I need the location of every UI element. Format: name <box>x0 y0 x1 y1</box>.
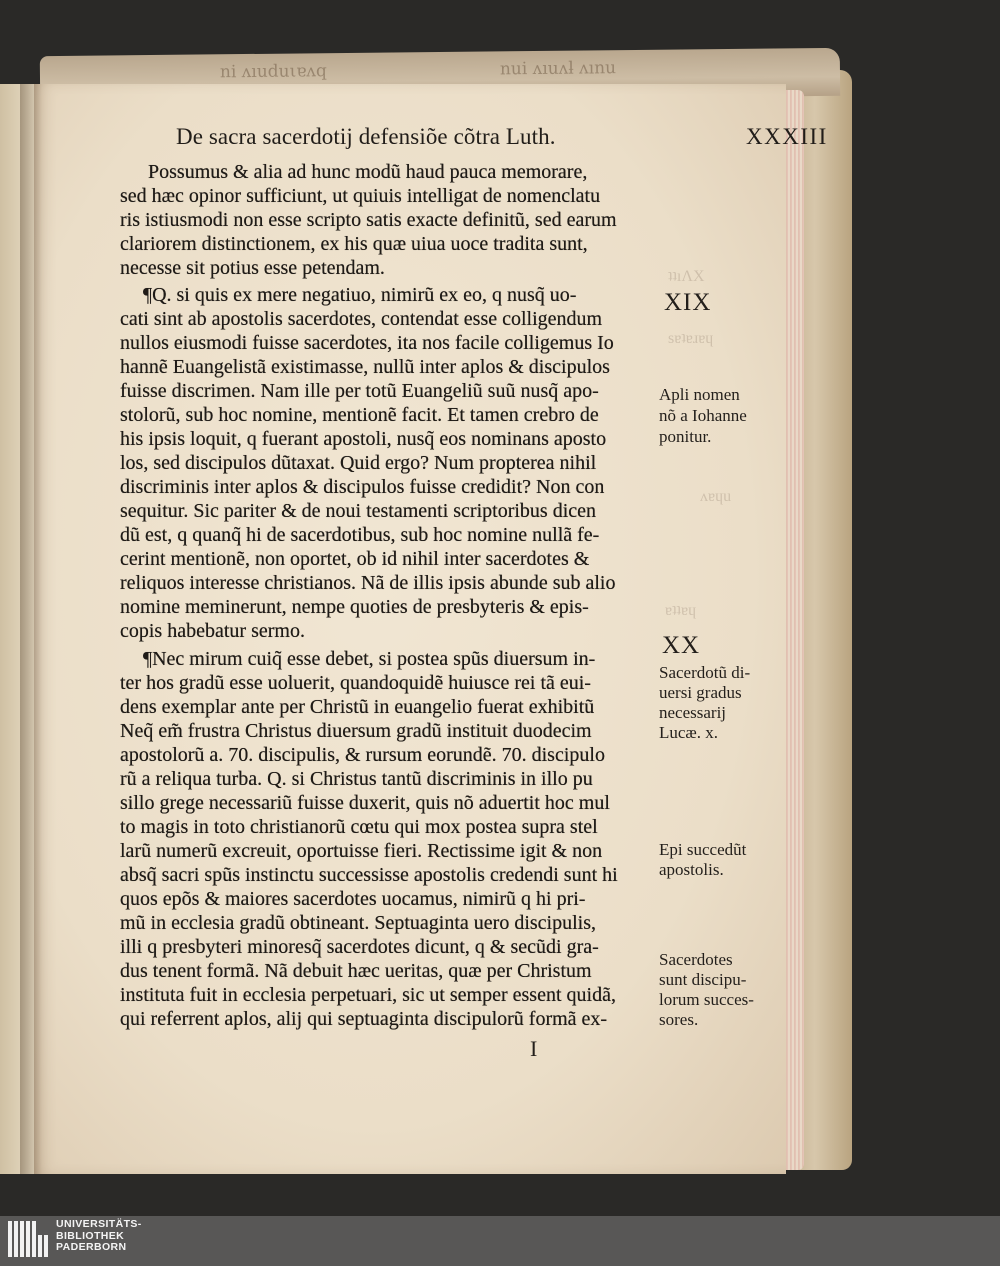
margin-note-line: apostolis. <box>659 860 724 879</box>
library-name-line: UNIVERSITÄTS- <box>56 1218 142 1230</box>
text-line: larũ numerũ excreuit, oportuisse fieri. Rectissime igit & non <box>120 840 603 862</box>
text-line: absq̃ sacri spũs instinctu successisse apostolis credendi sunt hi <box>120 864 618 886</box>
margin-note-line: nõ a Iohanne <box>659 406 747 425</box>
text-line: ter hos gradũ esse uoluerit, quandoquidẽ huiusce rei tã eui- <box>120 672 591 694</box>
bleed-through-text: ɐʇʇɐɥ <box>665 602 697 619</box>
library-name-line: BIBLIOTHEK <box>56 1229 125 1242</box>
bleed-through-text: ʌɐɥu <box>700 488 732 505</box>
spine-text-right: nui ʌıuʌƚ ʌınu <box>499 58 617 80</box>
text-line: Possumus & alia ad hunc modũ haud pauca memorare, <box>148 161 588 183</box>
text-line: cati sint ab apostolis sacerdotes, contendat esse colligendum <box>120 308 603 330</box>
margin-note-line: Epi succedũt <box>659 840 747 859</box>
chapter-number: XX <box>662 632 701 659</box>
text-line: ris istiusmodi non esse scripto satis exacte definitũ, sed earum <box>120 209 617 231</box>
running-head <box>176 124 828 154</box>
text-line: mũ in ecclesia gradũ obtineant. Septuaginta uero discipulis, <box>120 912 596 934</box>
text-line: quos epõs & maiores sacerdotes uocamus, nimirũ q hi pri- <box>120 888 586 910</box>
signature-mark: I <box>530 1036 538 1061</box>
text-line: copis habebatur sermo. <box>120 620 305 642</box>
text-line: reliquos interesse christianos. Nã de illis ipsis abunde sub alio <box>120 572 616 594</box>
text-line: sequitur. Sic pariter & de noui testamenti scriptoribus dicen <box>120 500 597 522</box>
text-line: nullos eiusmodi fuisse sacerdotes, ita nos facile colligemus Io <box>120 332 614 354</box>
text-line: ¶Nec mirum cuiq̃ esse debet, si postea spũs diuersum in- <box>143 648 596 670</box>
text-line: los, sed discipulos dũtaxat. Quid ergo? Num propterea nihil <box>120 452 597 474</box>
text-line: sed hæc opinor sufficiunt, ut quiuis intelligat de nomenclatu <box>120 185 601 207</box>
spine-text-left: ni ʌıuduιɐʌq <box>219 61 327 83</box>
margin-note-line: uersi gradus <box>659 683 742 702</box>
margin-note-line: ponitur. <box>659 427 712 446</box>
text-line: discriminis inter aplos & discipulos fuisse credidit? Non con <box>120 476 605 498</box>
running-head-title: De sacra sacerdotij defensiõe cõtra Luth. <box>176 124 556 149</box>
text-line: dũ est, q quanq̃ hi de sacerdotibus, sub hoc nomine nullã fe- <box>120 524 600 546</box>
text-line: cerint mentionẽ, non oportet, ob id nihil inter sacerdotes & <box>120 548 590 570</box>
text-line: his ipsis loquit, q fuerant apostoli, nusq̃ eos nominans aposto <box>120 428 607 450</box>
margin-note-line: Lucæ. x. <box>659 723 719 742</box>
text-line: rũ a reliqua turba. Q. si Christus tantũ discriminis in illo pu <box>120 768 593 790</box>
library-logo-icon <box>8 1221 50 1261</box>
text-line: ¶Q. si quis ex mere negatiuo, nimirũ ex eo, q nusq̃ uo- <box>143 284 577 306</box>
text-line: fuisse discrimen. Nam ille per totũ Euangeliũ suũ nusq̃ apo- <box>120 380 599 402</box>
margin-note-line: sores. <box>659 1010 699 1029</box>
library-name <box>56 1219 142 1254</box>
margin-note-line: necessarij <box>659 703 727 722</box>
library-footer <box>0 1216 1000 1266</box>
folio-number: XXXIII <box>746 124 828 149</box>
text-line: qui referrent aplos, alij qui septuaginta discipulorũ formã ex- <box>120 1008 608 1030</box>
text-line: stolorũ, sub hoc nomine, mentionẽ facit. Et tamen crebro de <box>120 404 599 426</box>
margin-note-line: Apli nomen <box>659 385 740 404</box>
bleed-through-text: ʇʇıΛΧ <box>668 268 705 285</box>
text-line: dens exemplar ante per Christũ in euangelio fuerat exhibitũ <box>120 696 595 718</box>
text-line: nomine meminerunt, nempe quoties de presbyteris & epis- <box>120 596 589 618</box>
text-line: sillo grege necessariũ fuisse duxerit, quis nõ aduertit hoc mul <box>120 792 610 814</box>
text-line: hannẽ Euangelistã existimasse, nullũ inter aplos & discipulos <box>120 356 610 378</box>
text-line: illi q presbyteri minoresq̃ sacerdotes dicunt, q & secũdi gra- <box>120 936 599 958</box>
chapter-number: XIX <box>664 289 712 316</box>
text-line: to magis in toto christianorũ cœtu qui mox postea supra stel <box>120 816 598 838</box>
margin-note-line: Sacerdotũ di- <box>659 663 751 682</box>
library-name-line: PADERBORN <box>56 1241 127 1253</box>
text-line: clariorem distinctionem, ex his quæ uiua uoce tradita sunt, <box>120 233 588 255</box>
margin-note-line: lorum succes- <box>659 990 754 1009</box>
text-line: necesse sit potius esse petendam. <box>120 257 385 279</box>
margin-note-line: sunt discipu- <box>659 970 747 989</box>
margin-note-line: Sacerdotes <box>659 950 733 969</box>
text-line: Neq̃ em̃ frustra Christus diuersum gradũ instituit duodecim <box>120 720 592 742</box>
bleed-through-text: sɐʇɐɹɐɥ <box>668 330 714 347</box>
text-line: instituta fuit in ecclesia perpetuari, sic ut semper essent quidã, <box>120 984 616 1006</box>
gutter-shadow <box>20 84 42 1174</box>
text-line: apostolorũ a. 70. discipulis, & rursum eorundẽ. 70. discipulo <box>120 744 605 766</box>
text-line: dus tenent formã. Nã debuit hæc ueritas, quæ per Christum <box>120 960 592 982</box>
